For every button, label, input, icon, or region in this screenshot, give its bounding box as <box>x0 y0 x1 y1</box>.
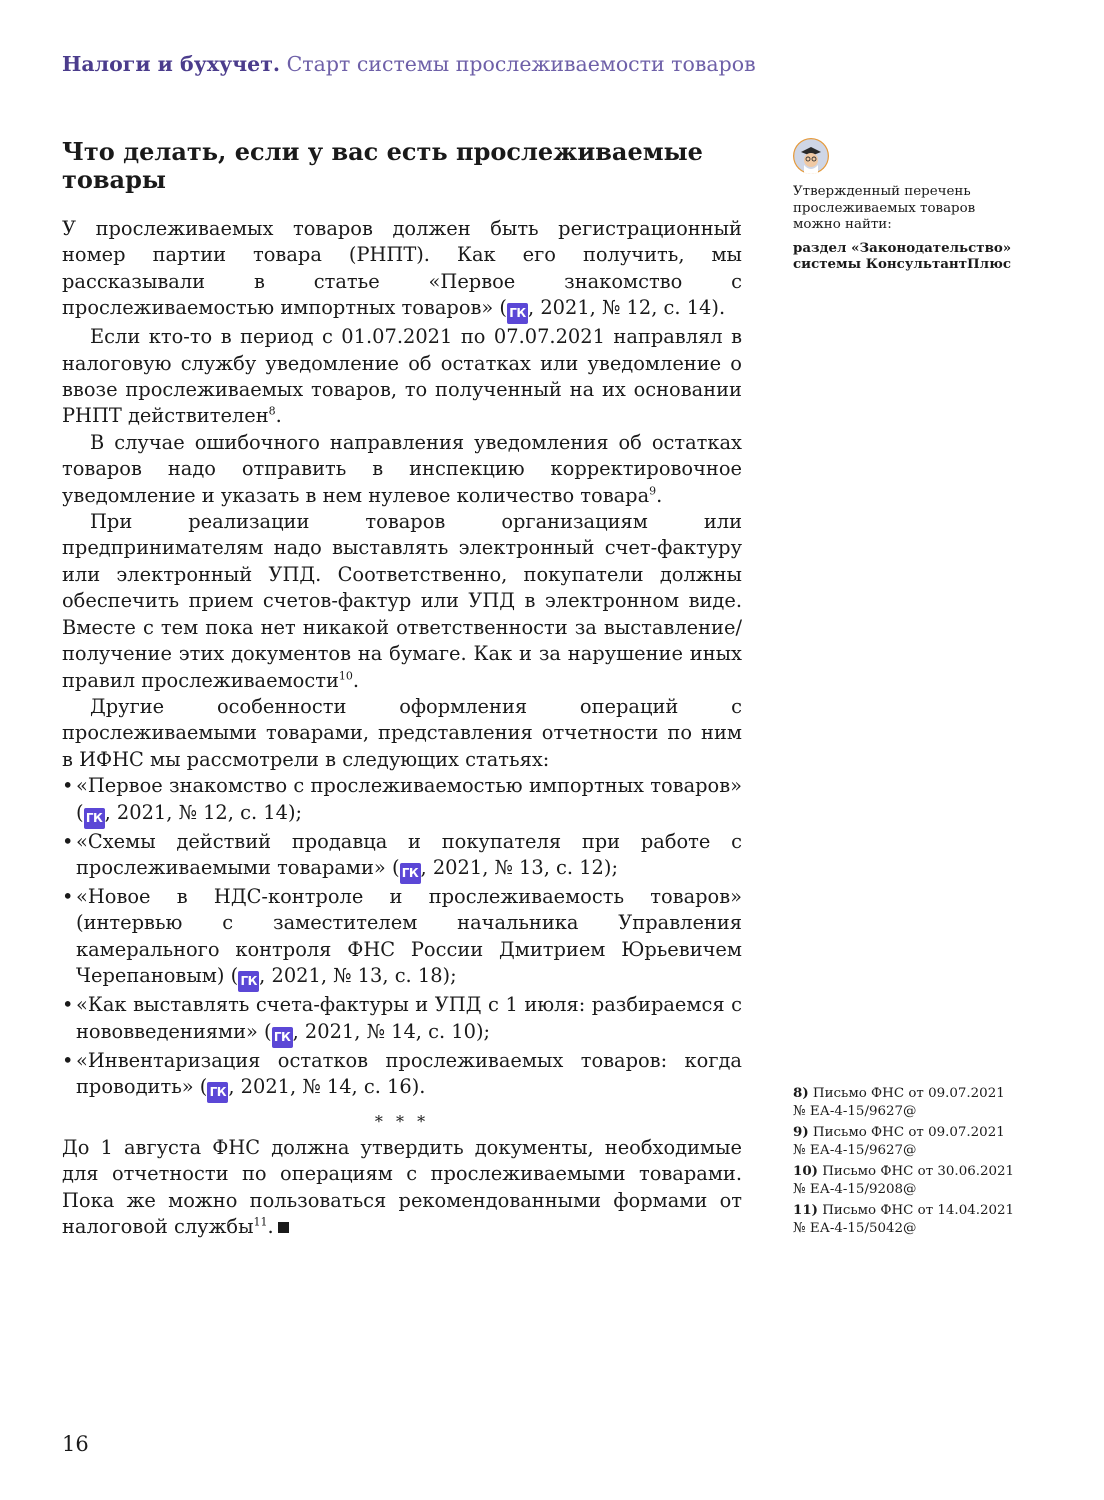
footnote-8: 8) Письмо ФНС от 09.07.2021 № ЕА-4-15/9627@ <box>793 1085 1005 1119</box>
list-item: • «Как выставлять счета-фактуры и УПД с 1 июля: разбираемся с нововведениями» ( ГК , 2021, № 14, с. 10); <box>62 992 742 1047</box>
running-head <box>62 52 962 76</box>
final-paragraph: До 1 августа ФНС должна утвердить документы, необходимые для отчетности по операциям с прослеживаемыми товарами. Пока же можно пользоваться рекомендованными формами от налоговой службы$^{11}$. <box>62 1135 742 1239</box>
footnote-10: 10) Письмо ФНС от 30.06.2021 № ЕА-4-15/9208@ <box>793 1163 1015 1197</box>
sidebar-source: раздел «Законодательство» системы КонсультантПлюс <box>793 239 1012 272</box>
list-item: • «Первое знакомство с прослеживаемостью импортных товаров» ( ГК , 2021, № 12, с. 14); <box>62 773 742 828</box>
paragraph-5: Другие особенности оформления операций с прослеживаемыми товарами, представления отчетности по ним в ИФНС мы рассмотрели в следующих статьях: <box>62 694 742 771</box>
section-separator: * * * <box>374 1111 430 1131</box>
footnote-9: 9) Письмо ФНС от 09.07.2021 № ЕА-4-15/9627@ <box>793 1124 1005 1158</box>
article-text <box>62 216 742 1241</box>
footnote-11: 11) Письмо ФНС от 14.04.2021 № ЕА-4-15/5042@ <box>793 1202 1015 1236</box>
paragraph-3: В случае ошибочного направления уведомления об остатках товаров надо отправить в инспекцию корректировочное уведомление и указать в нем нулевое количество товара$^9$. <box>62 430 742 507</box>
list-item: • «Новое в НДС-контроле и прослеживаемость товаров» (интервью с заместителем начальника Управления камерального контроля ФНС России Дмитрием Юрьевичем Черепановым) ( ГК , 2021, № 13, с. 18); <box>62 884 742 992</box>
reference-list <box>62 773 742 1103</box>
article-heading <box>62 138 742 194</box>
gk-journal-badge-icon: ГК <box>238 971 259 992</box>
running-head-title: Старт системы прослеживаемости товаров <box>286 52 756 76</box>
footnote-ref-8: 8 <box>268 404 276 418</box>
page-number: 16 <box>62 1432 89 1456</box>
footnote-ref-11: 11 <box>253 1215 268 1229</box>
professor-avatar-icon <box>793 138 829 174</box>
gk-journal-badge-icon: ГК <box>507 303 528 324</box>
gk-journal-badge-icon: ГК <box>84 808 105 829</box>
sidebar-note: Утвержденный перечень прослеживаемых товаров можно найти: раздел «Законодательство» системы КонсультантПлюс <box>793 184 1033 273</box>
footnote-ref-9: 9 <box>649 484 657 498</box>
footnote-ref-10: 10 <box>338 669 353 683</box>
gk-journal-badge-icon: ГК <box>207 1082 228 1103</box>
article-body <box>62 138 742 1241</box>
heading-line-1: Что делать, если у вас есть прослеживаемые <box>62 137 703 166</box>
heading-line-2: товары <box>62 165 166 194</box>
paragraph-4: При реализации товаров организациям или предпринимателям надо выставлять электронный счет-фактуру или электронный УПД. Соответственно, покупатели должны обеспечить прием счетов-фактур или УПД в электронном виде. Вместе с тем пока нет никакой ответственности за выставление/получение этих документов на бумаге. Как и за нарушение иных правил прослеживаемости$^{10}$. <box>62 510 742 692</box>
paragraph-1: У прослеживаемых товаров должен быть регистрационный номер партии товара (РНПТ). Как его получить, мы рассказывали в статье «Первое знакомство с прослеживаемостью импортных товаров» ( ГК , 2021, № 12, с. 14). <box>62 216 742 324</box>
gk-journal-badge-icon: ГК <box>400 863 421 884</box>
list-item: • «Схемы действий продавца и покупателя при работе с прослеживаемыми товарами» ( ГК , 2021, № 13, с. 12); <box>62 829 742 884</box>
sidebar <box>793 138 1033 273</box>
list-item: • «Инвентаризация остатков прослеживаемых товаров: когда проводить» ( ГК , 2021, № 14, с. 16). <box>62 1048 742 1103</box>
gk-journal-badge-icon: ГК <box>272 1027 293 1048</box>
footnotes <box>793 1085 1053 1241</box>
paragraph-2: Если кто-то в период с 01.07.2021 по 07.07.2021 направлял в налоговую службу уведомление об остатках или уведомление о ввозе прослеживаемых товаров, то полученный на их основании РНПТ действителен$^8$. <box>62 325 742 428</box>
running-head-section: Налоги и бухучет. <box>62 52 281 76</box>
end-mark-icon <box>278 1222 289 1233</box>
